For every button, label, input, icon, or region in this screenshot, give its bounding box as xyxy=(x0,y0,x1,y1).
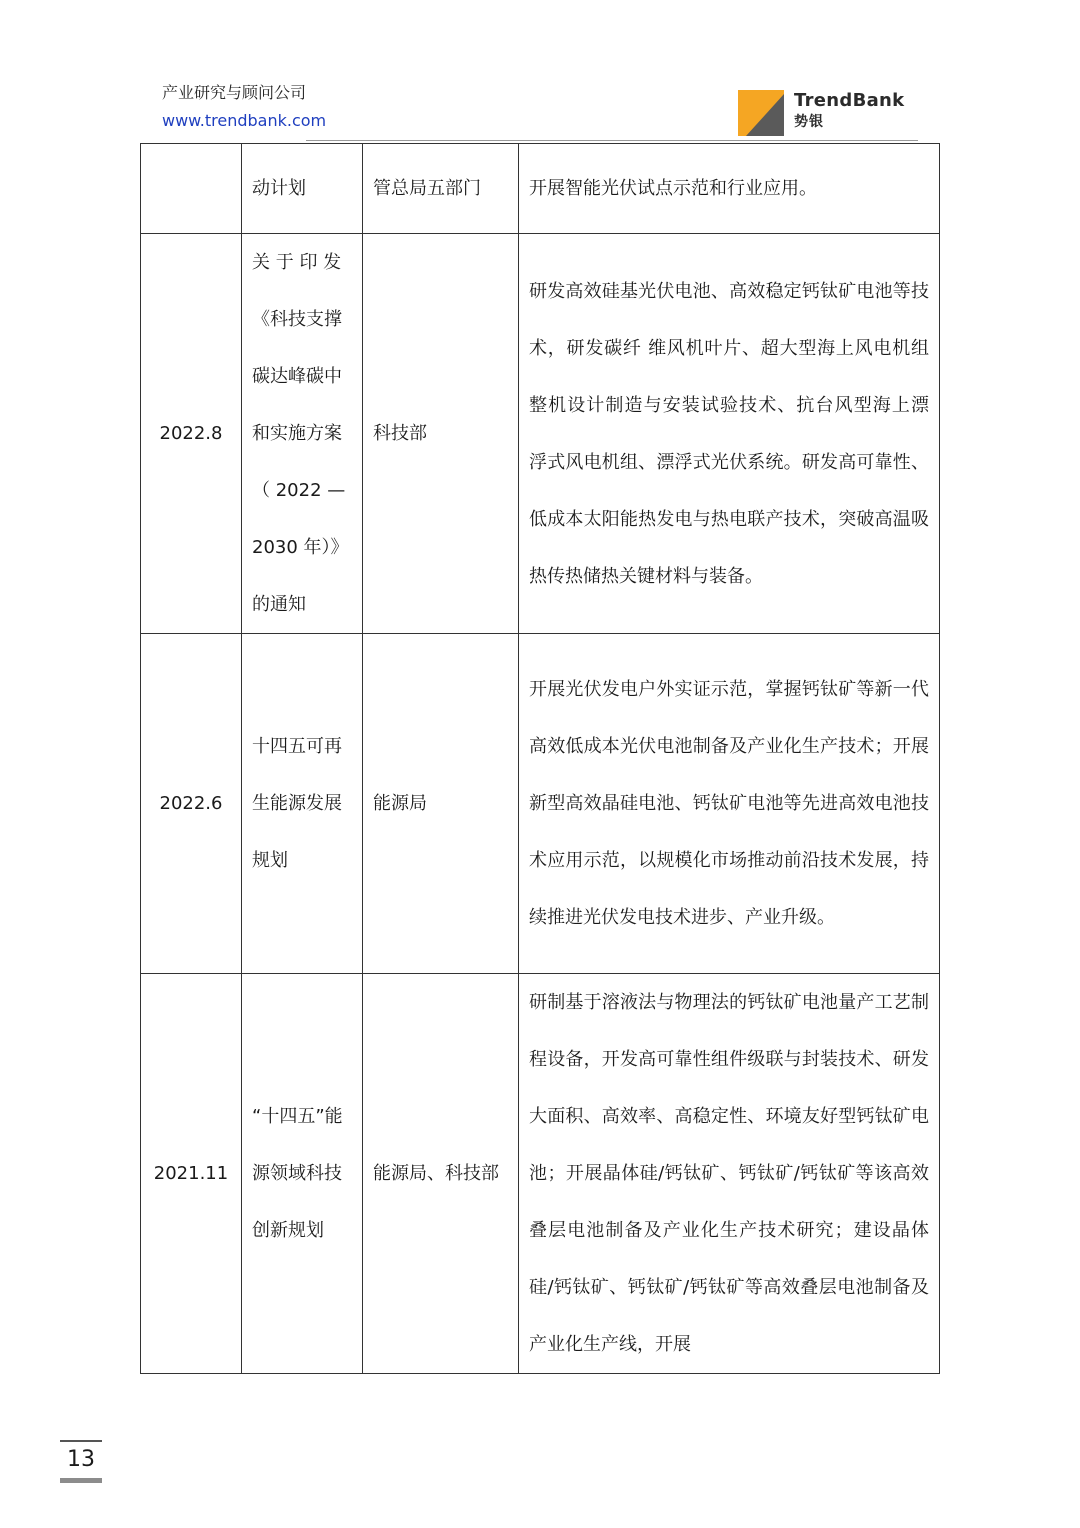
table-row xyxy=(141,144,940,234)
header-divider xyxy=(306,140,918,141)
cell-department: 管总局五部门 xyxy=(363,144,519,234)
logo-text xyxy=(794,90,904,132)
cell-content: 研发高效硅基光伏电池、高效稳定钙钛矿电池等技术，研发碳纤 维风机叶片、超大型海上风电机组整机设计制造与安装试验技术、抗台风型海上漂 浮式风电机组、漂浮式光伏系统。研发高可靠性、低成本太阳能热发电与热电联产技术，突破高温吸热传热储热关键材料与装备。 xyxy=(519,234,940,634)
cell-department: 科技部 xyxy=(363,234,519,634)
header-left xyxy=(162,80,326,134)
cell-date: 2022.8 xyxy=(141,234,242,634)
page-number: 13 xyxy=(67,1447,95,1472)
page-number-rule-bottom xyxy=(60,1478,102,1483)
cell-document: 动计划 xyxy=(242,144,363,234)
cell-document: “十四五”能源领域科技创新规划 xyxy=(242,974,363,1374)
cell-date: 2022.6 xyxy=(141,634,242,974)
cell-date xyxy=(141,144,242,234)
logo-brand-en: TrendBank xyxy=(794,90,905,111)
company-tagline: 产业研究与顾问公司 xyxy=(162,83,307,102)
website-link[interactable]: www.trendbank.com xyxy=(162,111,327,130)
cell-content: 开展智能光伏试点示范和行业应用。 xyxy=(519,144,940,234)
cell-document: 关 于 印 发《科技支撑碳达峰碳中和实施方案（ 2022 —2030 年）》的通知 xyxy=(242,234,363,634)
table-row xyxy=(141,634,940,974)
cell-content: 开展光伏发电户外实证示范，掌握钙钛矿等新一代高效低成本光伏电池制备及产业化生产技术；开展新型高效晶硅电池、钙钛矿电池等先进高效电池技术应用示范，以规模化市场推动前沿技术发展，持续推进光伏发电技术进步、产业升级。 xyxy=(519,634,940,974)
cell-department: 能源局、科技部 xyxy=(363,974,519,1374)
table-row xyxy=(141,974,940,1374)
logo-brand-cn: 势银 xyxy=(794,114,824,130)
cell-department: 能源局 xyxy=(363,634,519,974)
cell-content: 研制基于溶液法与物理法的钙钛矿电池量产工艺制程设备，开发高可靠性组件级联与封装技术、研发大面积、高效率、高稳定性、环境友好型钙钛矿电池；开展晶体硅/钙钛矿、钙钛矿/钙钛矿等该高效叠层电池制备及产业化生产技术研究；建设晶体硅/钙钛矿、钙钛矿/钙钛矿等高效叠层电池制备及产业化生产线，开展 xyxy=(519,974,940,1374)
cell-date: 2021.11 xyxy=(141,974,242,1374)
cell-document: 十四五可再生能源发展规划 xyxy=(242,634,363,974)
policy-table xyxy=(140,143,940,1374)
table-row xyxy=(141,234,940,634)
page-number-block xyxy=(60,1440,102,1483)
